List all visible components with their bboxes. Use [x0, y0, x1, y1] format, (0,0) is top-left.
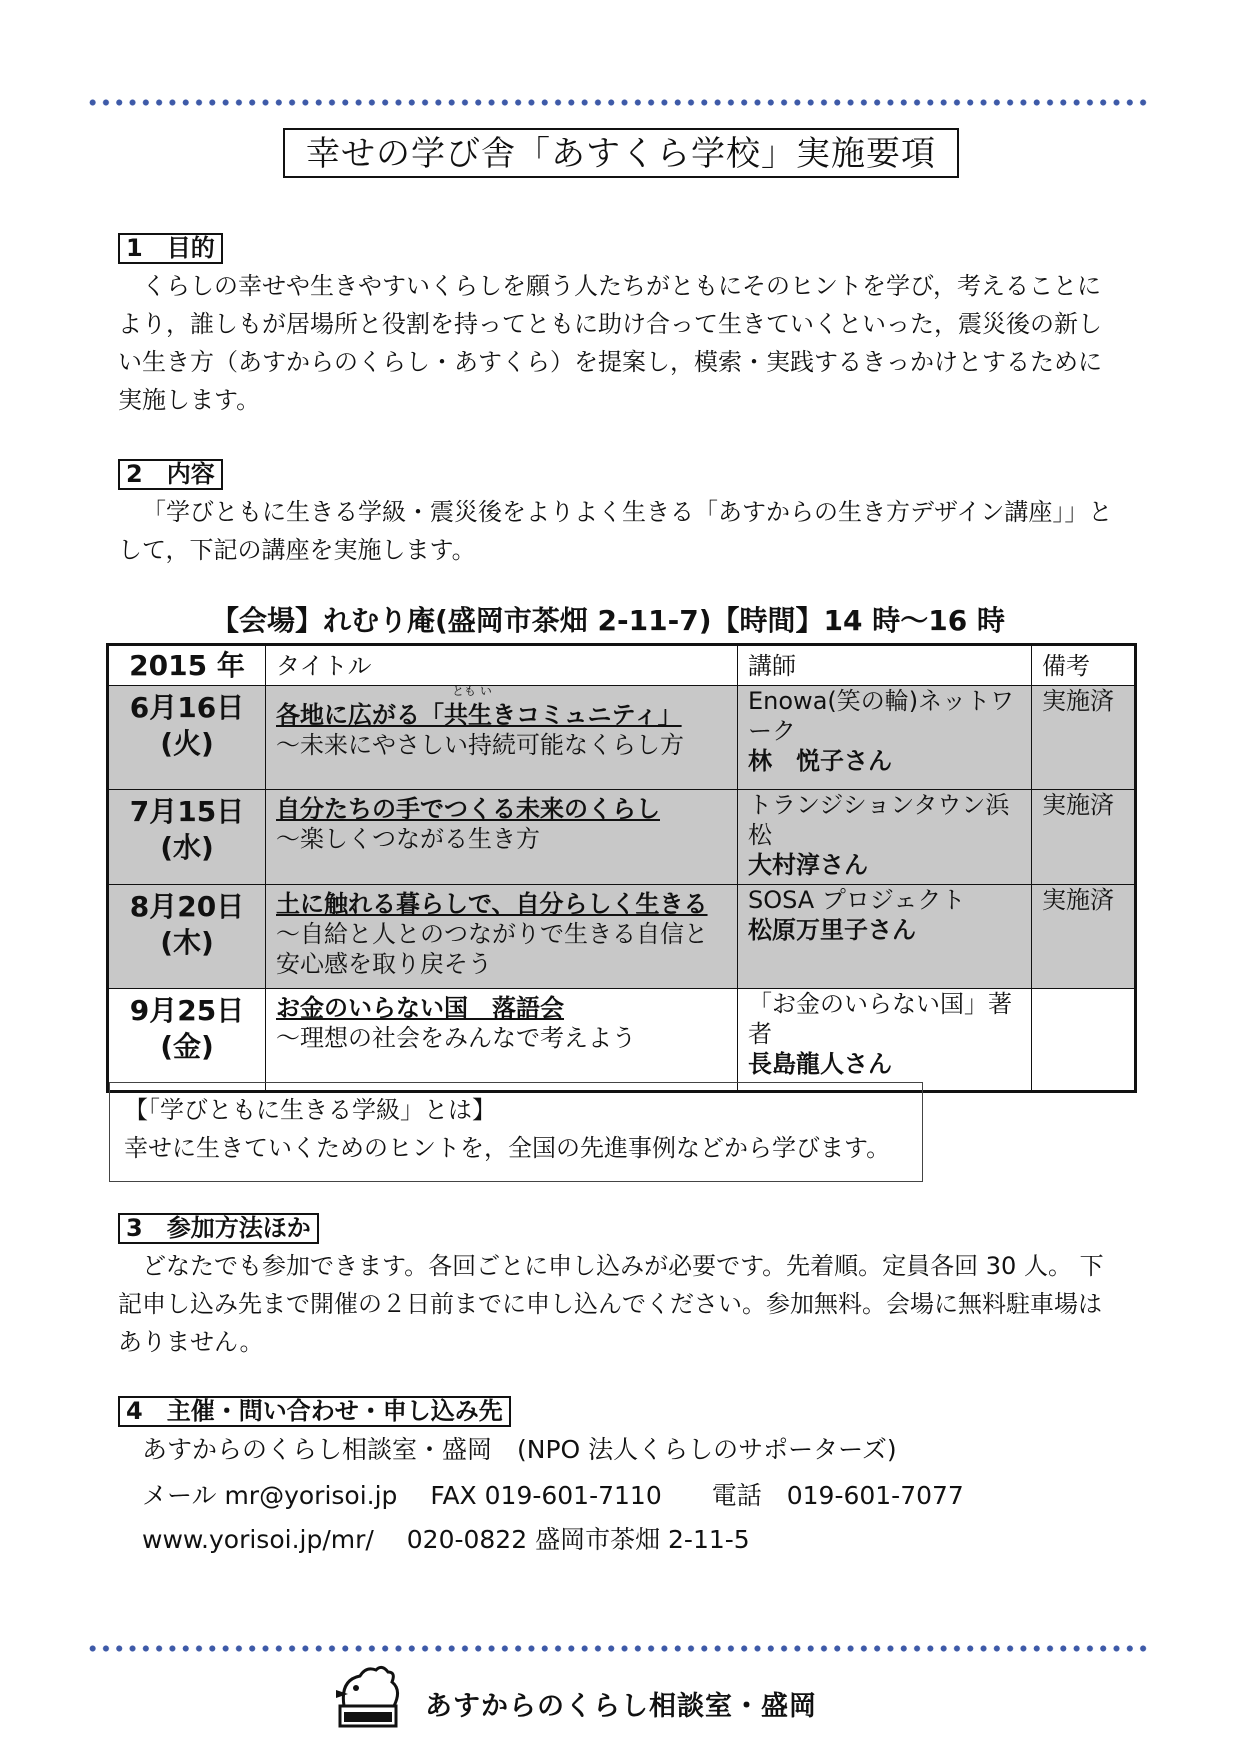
weekday: (火): [160, 727, 214, 760]
header-title: タイトル: [266, 645, 738, 686]
lecturer-org: Enowa(笑の輪)ネットワーク: [748, 687, 1015, 745]
lecturer-cell: [738, 885, 1032, 989]
note-cell: 実施済: [1032, 790, 1136, 885]
top-dotted-divider: [86, 99, 1152, 106]
section-content-heading: 2 内容: [118, 459, 223, 490]
table-row: [108, 686, 1136, 790]
section-content-text: 「学びともに生きる学級・震災後をよりよく生きる「あすからの生き方デザイン講座」」として，下記の講座を実施します。: [118, 498, 1113, 564]
lecturer-org: トランジションタウン浜松: [748, 791, 1010, 849]
title-cell: [266, 686, 738, 790]
date: 8月20日: [129, 890, 245, 923]
note-cell: [1032, 989, 1136, 1092]
table-row: [108, 790, 1136, 885]
info-box-heading: 【「学びともに生きる学級」とは】: [124, 1096, 496, 1124]
note-cell: 実施済: [1032, 885, 1136, 989]
section-purpose-text: くらしの幸せや生きやすいくらしを願う人たちがともにそのヒントを学び，考えることにより，誰しもが居場所と役割を持ってともに助け合って生きていくといった，震災後の新しい生き方（あすからのくらし・あすくら）を提案し，模索・実践するきっかけとするために実施します。: [118, 272, 1102, 414]
title-ruby: とも い: [452, 684, 492, 698]
section-purpose-heading: 1 目的: [118, 233, 223, 264]
title-sub: ～楽しくつながる生き方: [276, 825, 540, 853]
title-sub: ～自給と人とのつながりで生きる自信と安心感を取り戻そう: [276, 920, 708, 978]
date-cell: [108, 885, 266, 989]
lecturer-name: 林 悦子さん: [748, 747, 892, 775]
title-main-wrap: [276, 684, 682, 730]
header-note: 備考: [1032, 645, 1136, 686]
weekday: (木): [160, 926, 214, 959]
contact-org: あすからのくらし相談室・盛岡 (NPO 法人くらしのサポーターズ): [142, 1435, 897, 1464]
date-cell: [108, 989, 266, 1092]
venue-time-line: 【会場】れむり庵(盛岡市茶畑 2-11-7)【時間】14 時～16 時: [211, 604, 1005, 637]
date-cell: [108, 790, 266, 885]
weekday: (金): [160, 1030, 214, 1063]
section-participation-heading: 3 参加方法ほか: [118, 1213, 319, 1244]
lecturer-org: 「お金のいらない国」著者: [748, 990, 1012, 1048]
header-year: 2015 年: [108, 645, 266, 686]
date: 7月15日: [129, 795, 245, 828]
title-main: 自分たちの手でつくる未来のくらし: [276, 795, 660, 823]
page-title: 幸せの学び舎「あすくら学校」実施要項: [283, 128, 959, 178]
header-lecturer: 講師: [738, 645, 1032, 686]
lecturer-cell: [738, 989, 1032, 1092]
lecturer-cell: [738, 790, 1032, 885]
info-box: [109, 1082, 923, 1182]
lecturer-org: SOSA プロジェクト: [748, 886, 966, 914]
bottom-dotted-divider: [86, 1645, 1152, 1652]
title-sub: ～理想の社会をみんなで考えよう: [276, 1024, 636, 1052]
schedule-table: [106, 643, 1137, 1093]
section-participation-text: どなたでも参加できます。各回ごとに申し込みが必要です。先着順。定員各回 30 人。 下記申し込み先まで開催の２日前までに申し込んでください。参加無料。会場に無料駐車場はありません。: [118, 1252, 1104, 1356]
note-cell: 実施済: [1032, 686, 1136, 790]
lecturer-name: 松原万里子さん: [748, 916, 916, 944]
title-sub: ～未来にやさしい持続可能なくらし方: [276, 731, 684, 759]
lecturer-name: 大村淳さん: [748, 851, 868, 879]
title-cell: [266, 790, 738, 885]
date: 6月16日: [129, 691, 245, 724]
table-row: [108, 989, 1136, 1092]
bird-logo-icon: [330, 1660, 410, 1730]
table-row: [108, 885, 1136, 989]
title-main: 各地に広がる「共生きコミュニティ」: [276, 701, 682, 729]
weekday: (水): [160, 831, 214, 864]
schedule-header-row: [108, 645, 1136, 686]
footer-logo-text: あすからのくらし相談室・盛岡: [425, 1691, 817, 1722]
section-contact-heading: 4 主催・問い合わせ・申し込み先: [118, 1396, 511, 1427]
lecturer-name: 長島龍人さん: [748, 1050, 892, 1078]
title-cell: [266, 989, 738, 1092]
contact-phone-email: メール mr@yorisoi.jp FAX 019-601-7110 電話 019-601-7077: [142, 1481, 964, 1510]
contact-web-address: www.yorisoi.jp/mr/ 020-0822 盛岡市茶畑 2-11-5: [142, 1525, 750, 1554]
title-main: お金のいらない国 落語会: [276, 994, 564, 1022]
title-main: 土に触れる暮らしで、自分らしく生きる: [276, 890, 708, 918]
info-box-text: 幸せに生きていくためのヒントを，全国の先進事例などから学びます。: [124, 1134, 891, 1162]
date: 9月25日: [129, 994, 245, 1027]
date-cell: [108, 686, 266, 790]
title-cell: [266, 885, 738, 989]
lecturer-cell: [738, 686, 1032, 790]
